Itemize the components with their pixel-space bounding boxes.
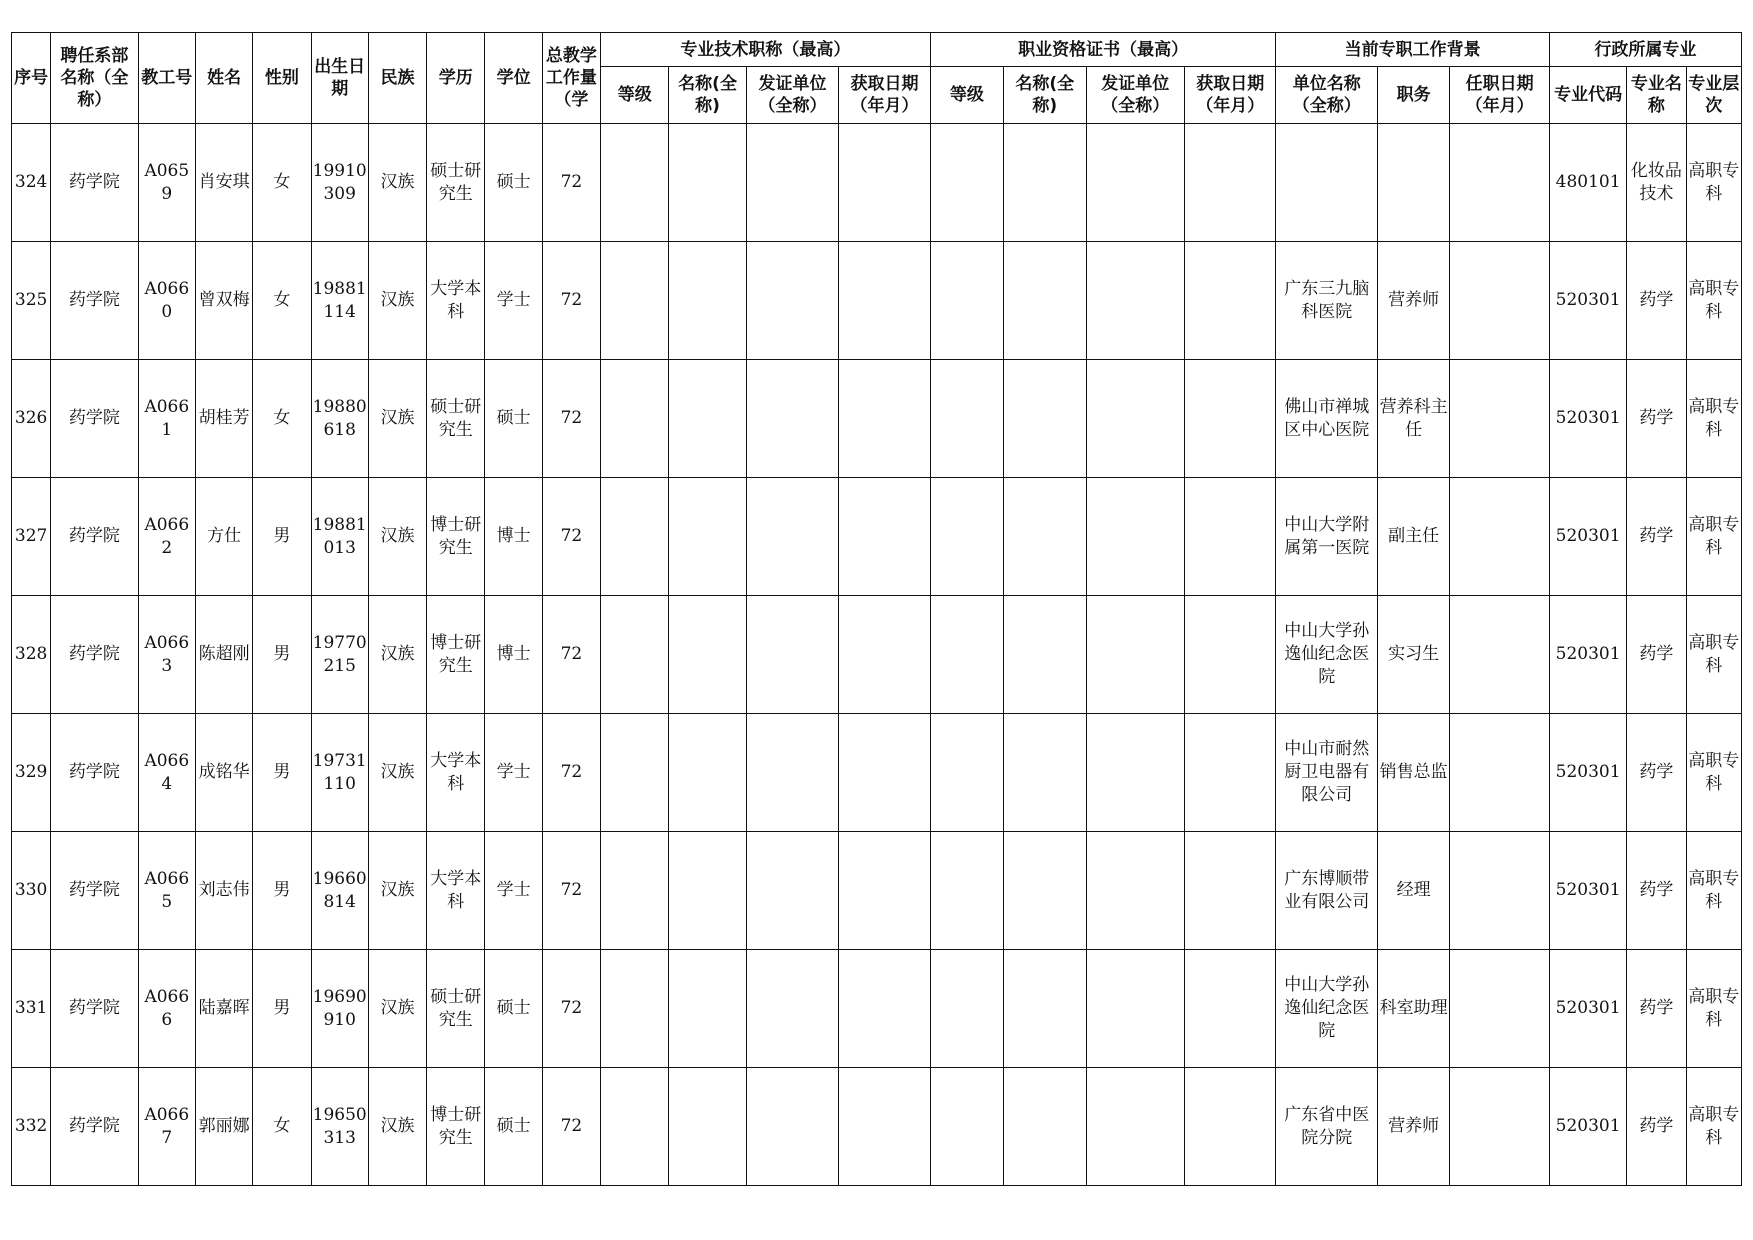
- cell-job-unit: 广东三九脑科医院: [1276, 242, 1378, 360]
- cell-name: 刘志伟: [195, 832, 252, 950]
- table-row: [12, 242, 1742, 360]
- cell-birth: 19690910: [311, 950, 368, 1068]
- cell-cert-issuer: [1086, 478, 1185, 596]
- cell-title-date: [839, 360, 930, 478]
- cell-major-code: 520301: [1549, 950, 1626, 1068]
- cell-workload: 72: [542, 242, 600, 360]
- cell-seq: 328: [12, 596, 51, 714]
- table-row: [12, 714, 1742, 832]
- cell-job-unit: 广东博顺带业有限公司: [1276, 832, 1378, 950]
- cell-dept: 药学院: [51, 1068, 138, 1186]
- cell-cert-date: [1185, 596, 1276, 714]
- cell-title-issuer: [746, 832, 838, 950]
- cell-major-code: 520301: [1549, 596, 1626, 714]
- cell-title-level: [601, 124, 669, 242]
- cell-education: 大学本科: [427, 714, 485, 832]
- cell-major-name: 药学: [1627, 1068, 1686, 1186]
- cell-birth: 19650313: [311, 1068, 368, 1186]
- header-major-name: [1627, 67, 1686, 124]
- cell-job-date: [1450, 242, 1550, 360]
- cell-workload: 72: [542, 360, 600, 478]
- cell-major-level: 高职专科: [1686, 1068, 1741, 1186]
- cell-cert-name: [1004, 242, 1086, 360]
- cell-title-name: [669, 950, 746, 1068]
- cell-major-code: 520301: [1549, 478, 1626, 596]
- cell-major-code: 520301: [1549, 714, 1626, 832]
- cell-title-level: [601, 596, 669, 714]
- cell-title-date: [839, 124, 930, 242]
- cell-major-level: 高职专科: [1686, 596, 1741, 714]
- cell-staff-id: A0666: [138, 950, 195, 1068]
- cell-job-date: [1450, 832, 1550, 950]
- cell-education: 大学本科: [427, 832, 485, 950]
- cell-gender: 男: [253, 596, 311, 714]
- cell-job-position: [1377, 124, 1449, 242]
- cell-major-name: 药学: [1627, 596, 1686, 714]
- cell-seq: 332: [12, 1068, 51, 1186]
- cell-name: 陆嘉晖: [195, 950, 252, 1068]
- cell-gender: 男: [253, 478, 311, 596]
- cell-major-level: 高职专科: [1686, 832, 1741, 950]
- cell-job-unit: [1276, 124, 1378, 242]
- cell-title-level: [601, 1068, 669, 1186]
- cell-gender: 女: [253, 360, 311, 478]
- header-dept: 聘任系部名称（全称）: [51, 33, 138, 124]
- cell-birth: 19660814: [311, 832, 368, 950]
- cell-gender: 男: [253, 714, 311, 832]
- cell-major-level: 高职专科: [1686, 242, 1741, 360]
- cell-title-level: [601, 360, 669, 478]
- cell-degree: 博士: [485, 596, 542, 714]
- cell-job-unit: 佛山市禅城区中心医院: [1276, 360, 1378, 478]
- header-major-name-text: 专业名称: [1630, 74, 1682, 116]
- cell-title-date: [839, 714, 930, 832]
- cell-major-name: 药学: [1627, 950, 1686, 1068]
- cell-job-position: 科室助理: [1377, 950, 1449, 1068]
- cell-cert-issuer: [1086, 832, 1185, 950]
- cell-cert-level: [930, 242, 1003, 360]
- cell-ethnicity: 汉族: [368, 832, 426, 950]
- cell-dept: 药学院: [51, 950, 138, 1068]
- cell-workload: 72: [542, 124, 600, 242]
- cell-cert-date: [1185, 360, 1276, 478]
- header-group-cert: 职业资格证书（最高）: [930, 33, 1276, 67]
- cell-cert-level: [930, 1068, 1003, 1186]
- cell-job-position: 副主任: [1377, 478, 1449, 596]
- cell-cert-issuer: [1086, 360, 1185, 478]
- cell-staff-id: A0661: [138, 360, 195, 478]
- cell-title-date: [839, 242, 930, 360]
- cell-title-name: [669, 832, 746, 950]
- cell-major-name: 药学: [1627, 832, 1686, 950]
- cell-title-name: [669, 714, 746, 832]
- cell-education: 大学本科: [427, 242, 485, 360]
- cell-workload: 72: [542, 596, 600, 714]
- cell-title-issuer: [746, 478, 838, 596]
- cell-name: 方仕: [195, 478, 252, 596]
- cell-job-date: [1450, 478, 1550, 596]
- cell-cert-name: [1004, 360, 1086, 478]
- cell-cert-level: [930, 832, 1003, 950]
- cell-staff-id: A0667: [138, 1068, 195, 1186]
- cell-name: 曾双梅: [195, 242, 252, 360]
- cell-major-code: 520301: [1549, 242, 1626, 360]
- cell-gender: 男: [253, 832, 311, 950]
- cell-workload: 72: [542, 1068, 600, 1186]
- cell-ethnicity: 汉族: [368, 242, 426, 360]
- table-row: [12, 596, 1742, 714]
- cell-dept: 药学院: [51, 242, 138, 360]
- header-seq: 序号: [12, 33, 51, 124]
- cell-staff-id: A0664: [138, 714, 195, 832]
- cell-major-name: 化妆品技术: [1627, 124, 1686, 242]
- cell-major-level: 高职专科: [1686, 124, 1741, 242]
- cell-cert-issuer: [1086, 124, 1185, 242]
- cell-job-date: [1450, 1068, 1550, 1186]
- cell-birth: 19881013: [311, 478, 368, 596]
- cell-education: 硕士研究生: [427, 950, 485, 1068]
- cell-major-level: 高职专科: [1686, 360, 1741, 478]
- cell-degree: 学士: [485, 832, 542, 950]
- cell-gender: 女: [253, 242, 311, 360]
- cell-degree: 硕士: [485, 1068, 542, 1186]
- cell-title-level: [601, 478, 669, 596]
- header-cert-date: 获取日期（年月）: [1185, 67, 1276, 124]
- cell-title-level: [601, 832, 669, 950]
- cell-title-level: [601, 714, 669, 832]
- cell-job-unit: 中山大学附属第一医院: [1276, 478, 1378, 596]
- cell-major-code: 520301: [1549, 1068, 1626, 1186]
- cell-workload: 72: [542, 478, 600, 596]
- cell-workload: 72: [542, 950, 600, 1068]
- header-birth: 出生日期: [311, 33, 368, 124]
- cell-ethnicity: 汉族: [368, 1068, 426, 1186]
- cell-name: 郭丽娜: [195, 1068, 252, 1186]
- cell-job-position: 营养师: [1377, 242, 1449, 360]
- cell-cert-name: [1004, 1068, 1086, 1186]
- cell-title-date: [839, 1068, 930, 1186]
- cell-birth: 19731110: [311, 714, 368, 832]
- cell-cert-level: [930, 478, 1003, 596]
- cell-workload: 72: [542, 714, 600, 832]
- cell-title-issuer: [746, 714, 838, 832]
- cell-cert-issuer: [1086, 1068, 1185, 1186]
- header-gender: 性别: [253, 33, 311, 124]
- cell-major-name: 药学: [1627, 360, 1686, 478]
- cell-cert-name: [1004, 950, 1086, 1068]
- table-row: [12, 1068, 1742, 1186]
- cell-job-unit: 中山市耐然厨卫电器有限公司: [1276, 714, 1378, 832]
- cell-title-name: [669, 1068, 746, 1186]
- header-ethnicity: 民族: [368, 33, 426, 124]
- cell-major-name: 药学: [1627, 242, 1686, 360]
- cell-seq: 329: [12, 714, 51, 832]
- cell-birth: 19770215: [311, 596, 368, 714]
- cell-birth: 19910309: [311, 124, 368, 242]
- header-job-date: 任职日期（年月）: [1450, 67, 1550, 124]
- cell-cert-date: [1185, 1068, 1276, 1186]
- cell-title-issuer: [746, 242, 838, 360]
- cell-job-position: 营养科主任: [1377, 360, 1449, 478]
- header-cert-level: 等级: [930, 67, 1003, 124]
- cell-cert-date: [1185, 950, 1276, 1068]
- header-name: 姓名: [195, 33, 252, 124]
- header-major-code: 专业代码: [1549, 67, 1626, 124]
- header-staff-id: 教工号: [138, 33, 195, 124]
- cell-cert-name: [1004, 714, 1086, 832]
- table-row: [12, 832, 1742, 950]
- cell-job-unit: 中山大学孙逸仙纪念医院: [1276, 950, 1378, 1068]
- cell-cert-name: [1004, 124, 1086, 242]
- cell-ethnicity: 汉族: [368, 714, 426, 832]
- cell-name: 陈超刚: [195, 596, 252, 714]
- cell-education: 博士研究生: [427, 596, 485, 714]
- cell-job-date: [1450, 950, 1550, 1068]
- cell-title-name: [669, 242, 746, 360]
- cell-job-date: [1450, 714, 1550, 832]
- cell-ethnicity: 汉族: [368, 360, 426, 478]
- cell-job-position: 销售总监: [1377, 714, 1449, 832]
- header-title-date: 获取日期（年月）: [839, 67, 930, 124]
- cell-cert-date: [1185, 242, 1276, 360]
- cell-cert-date: [1185, 124, 1276, 242]
- header-degree: 学位: [485, 33, 542, 124]
- table-row: [12, 360, 1742, 478]
- header-workload: [542, 33, 600, 124]
- header-major-level: 专业层次: [1686, 67, 1741, 124]
- cell-ethnicity: 汉族: [368, 478, 426, 596]
- cell-dept: 药学院: [51, 714, 138, 832]
- cell-dept: 药学院: [51, 360, 138, 478]
- table-body: [12, 124, 1742, 1186]
- cell-cert-level: [930, 596, 1003, 714]
- header-title-level: 等级: [601, 67, 669, 124]
- cell-dept: 药学院: [51, 124, 138, 242]
- cell-degree: 学士: [485, 242, 542, 360]
- cell-education: 硕士研究生: [427, 360, 485, 478]
- cell-title-name: [669, 360, 746, 478]
- cell-cert-issuer: [1086, 950, 1185, 1068]
- cell-staff-id: A0665: [138, 832, 195, 950]
- cell-title-issuer: [746, 950, 838, 1068]
- cell-cert-issuer: [1086, 714, 1185, 832]
- cell-title-name: [669, 596, 746, 714]
- cell-cert-name: [1004, 596, 1086, 714]
- cell-education: 博士研究生: [427, 478, 485, 596]
- cell-ethnicity: 汉族: [368, 596, 426, 714]
- cell-degree: 硕士: [485, 124, 542, 242]
- cell-gender: 女: [253, 1068, 311, 1186]
- cell-staff-id: A0663: [138, 596, 195, 714]
- cell-cert-level: [930, 124, 1003, 242]
- cell-degree: 博士: [485, 478, 542, 596]
- cell-title-name: [669, 124, 746, 242]
- header-education: 学历: [427, 33, 485, 124]
- cell-degree: 硕士: [485, 950, 542, 1068]
- header-workload-text: 总教学工作量（学: [545, 46, 597, 110]
- header-group-title: 专业技术职称（最高）: [601, 33, 931, 67]
- cell-major-level: 高职专科: [1686, 478, 1741, 596]
- header-group-major: 行政所属专业: [1549, 33, 1741, 67]
- cell-title-date: [839, 478, 930, 596]
- cell-ethnicity: 汉族: [368, 950, 426, 1068]
- cell-title-date: [839, 596, 930, 714]
- cell-cert-level: [930, 950, 1003, 1068]
- header-job-unit: 单位名称（全称）: [1276, 67, 1378, 124]
- cell-seq: 331: [12, 950, 51, 1068]
- cell-job-unit: 广东省中医院分院: [1276, 1068, 1378, 1186]
- cell-cert-name: [1004, 832, 1086, 950]
- cell-staff-id: A0659: [138, 124, 195, 242]
- table-row: [12, 124, 1742, 242]
- cell-staff-id: A0662: [138, 478, 195, 596]
- cell-cert-level: [930, 360, 1003, 478]
- cell-major-level: 高职专科: [1686, 950, 1741, 1068]
- cell-job-date: [1450, 596, 1550, 714]
- cell-title-issuer: [746, 596, 838, 714]
- cell-job-date: [1450, 124, 1550, 242]
- cell-cert-level: [930, 714, 1003, 832]
- cell-name: 成铭华: [195, 714, 252, 832]
- cell-job-position: 营养师: [1377, 1068, 1449, 1186]
- header-row-top: [12, 33, 1742, 67]
- cell-job-unit: 中山大学孙逸仙纪念医院: [1276, 596, 1378, 714]
- cell-name: 肖安琪: [195, 124, 252, 242]
- header-group-job: 当前专职工作背景: [1276, 33, 1549, 67]
- cell-name: 胡桂芳: [195, 360, 252, 478]
- header-title-name: 名称(全称): [669, 67, 746, 124]
- cell-title-level: [601, 950, 669, 1068]
- cell-cert-issuer: [1086, 242, 1185, 360]
- cell-cert-date: [1185, 832, 1276, 950]
- cell-cert-issuer: [1086, 596, 1185, 714]
- table-row: [12, 950, 1742, 1068]
- cell-staff-id: A0660: [138, 242, 195, 360]
- cell-seq: 330: [12, 832, 51, 950]
- cell-cert-name: [1004, 478, 1086, 596]
- cell-seq: 325: [12, 242, 51, 360]
- cell-major-code: 520301: [1549, 832, 1626, 950]
- cell-job-position: 实习生: [1377, 596, 1449, 714]
- cell-education: 硕士研究生: [427, 124, 485, 242]
- header-title-issuer: 发证单位（全称）: [746, 67, 838, 124]
- header-job-position: 职务: [1377, 67, 1449, 124]
- header-cert-name: 名称(全称): [1004, 67, 1086, 124]
- table-row: [12, 478, 1742, 596]
- cell-title-date: [839, 950, 930, 1068]
- cell-education: 博士研究生: [427, 1068, 485, 1186]
- cell-title-issuer: [746, 124, 838, 242]
- cell-title-issuer: [746, 1068, 838, 1186]
- cell-title-level: [601, 242, 669, 360]
- cell-gender: 女: [253, 124, 311, 242]
- cell-dept: 药学院: [51, 832, 138, 950]
- cell-major-code: 480101: [1549, 124, 1626, 242]
- cell-dept: 药学院: [51, 596, 138, 714]
- cell-seq: 327: [12, 478, 51, 596]
- cell-dept: 药学院: [51, 478, 138, 596]
- cell-major-name: 药学: [1627, 478, 1686, 596]
- cell-major-level: 高职专科: [1686, 714, 1741, 832]
- cell-seq: 326: [12, 360, 51, 478]
- header-cert-issuer: 发证单位（全称）: [1086, 67, 1185, 124]
- cell-birth: 19880618: [311, 360, 368, 478]
- cell-birth: 19881114: [311, 242, 368, 360]
- cell-title-name: [669, 478, 746, 596]
- cell-degree: 硕士: [485, 360, 542, 478]
- cell-cert-date: [1185, 714, 1276, 832]
- cell-degree: 学士: [485, 714, 542, 832]
- cell-gender: 男: [253, 950, 311, 1068]
- cell-cert-date: [1185, 478, 1276, 596]
- cell-major-code: 520301: [1549, 360, 1626, 478]
- cell-workload: 72: [542, 832, 600, 950]
- cell-ethnicity: 汉族: [368, 124, 426, 242]
- cell-title-issuer: [746, 360, 838, 478]
- cell-job-position: 经理: [1377, 832, 1449, 950]
- cell-job-date: [1450, 360, 1550, 478]
- cell-title-date: [839, 832, 930, 950]
- cell-major-name: 药学: [1627, 714, 1686, 832]
- cell-seq: 324: [12, 124, 51, 242]
- staff-table: [11, 32, 1742, 1186]
